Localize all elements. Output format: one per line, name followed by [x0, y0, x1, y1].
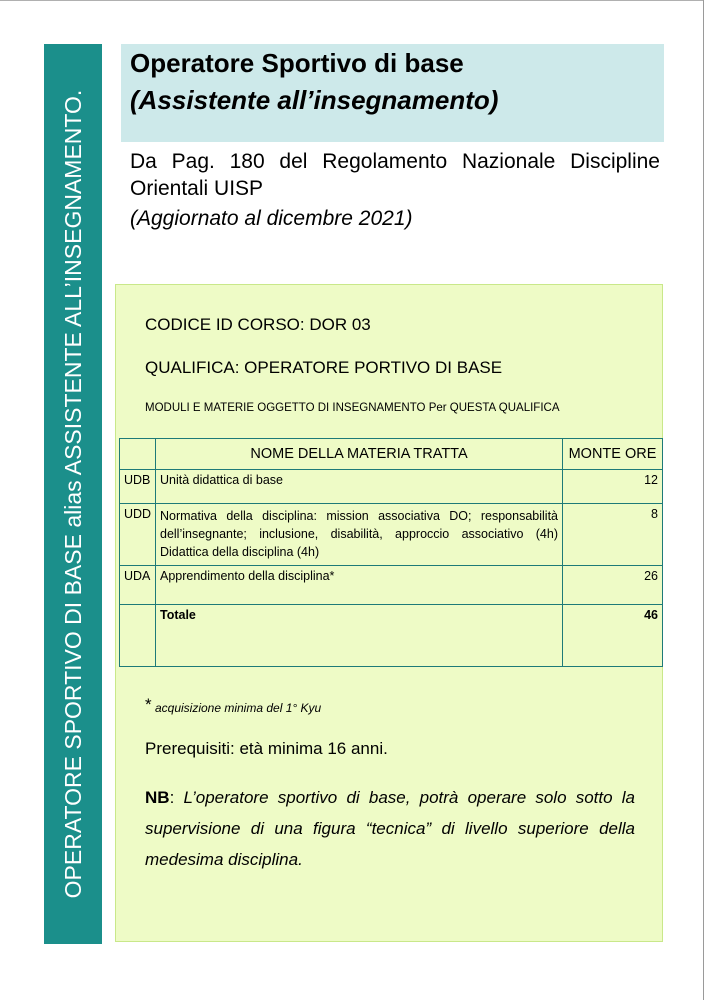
table-row: [120, 566, 663, 605]
table-header-code: [120, 439, 156, 470]
total-hours: 46: [563, 605, 663, 667]
row-subject: Apprendimento della disciplina*: [156, 566, 563, 605]
row-subject: Unità didattica di base: [156, 470, 563, 504]
side-band-text: OPERATORE SPORTIVO DI BASE alias ASSISTENTE ALL’INSEGNAMENTO.: [60, 89, 86, 899]
row-hours: 12: [563, 470, 663, 504]
table-header-subject: NOME DELLA MATERIA TRATTA: [156, 439, 563, 470]
table-row: [120, 504, 663, 566]
nb-label: NB: [145, 788, 170, 807]
row-code: UDA: [120, 566, 156, 605]
source-date: (Aggiornato al dicembre 2021): [130, 207, 413, 230]
course-qualification: QUALIFICA: OPERATORE PORTIVO DI BASE: [145, 358, 503, 377]
table-total-row: [120, 605, 663, 667]
subjects-table: [119, 438, 663, 667]
table-header-hours: MONTE ORE: [563, 439, 663, 470]
table-row: [120, 470, 663, 504]
total-code-cell: [120, 605, 156, 667]
page-right-border: [703, 0, 704, 1000]
nb-note: NB: L’operatore sportivo di base, potrà operare solo sotto la supervisione di una figura “tecnica” di livello superiore della medesima disciplina.: [145, 788, 636, 869]
modules-heading: MODULI E MATERIE OGGETTO DI INSEGNAMENTO Per QUESTA QUALIFICA: [145, 402, 560, 414]
row-code: UDD: [120, 504, 156, 566]
table-header-row: [120, 439, 663, 470]
footnote: [145, 697, 321, 716]
row-code: UDB: [120, 470, 156, 504]
page-title: Operatore Sportivo di base: [130, 48, 464, 78]
page-subtitle: (Assistente all’insegnamento): [130, 85, 499, 115]
course-code: CODICE ID CORSO: DOR 03: [145, 315, 371, 334]
total-label: Totale: [156, 605, 563, 667]
footnote-star: *: [145, 695, 152, 714]
row-hours: 8: [563, 504, 663, 566]
prerequisites: Prerequisiti: età minima 16 anni.: [145, 739, 388, 758]
footnote-text: acquisizione minima del 1° Kyu: [154, 701, 322, 715]
nb-text: L’operatore sportivo di base, potrà operare solo sotto la supervisione di una figura “tecnica” di livello superiore della medesima disciplina.: [145, 788, 636, 869]
row-subject: Normativa della disciplina: mission associativa DO; responsabilità dell’insegnante; inclusione, disabilità, approccio associativo (4h) Didattica della disciplina (4h): [156, 504, 563, 566]
page-top-border: [0, 0, 704, 1]
row-hours: 26: [563, 566, 663, 605]
source-reference: Da Pag. 180 del Regolamento Nazionale Discipline Orientali UISP: [130, 150, 660, 200]
